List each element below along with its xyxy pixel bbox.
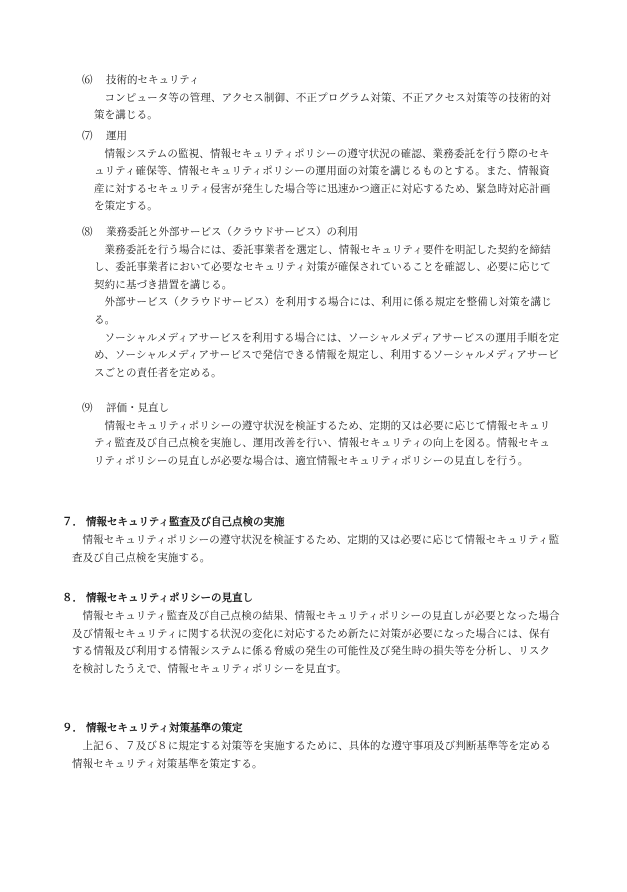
subsection-number: ⑹	[82, 74, 93, 86]
section-number: ７．	[62, 516, 83, 528]
subsection-body	[82, 242, 560, 383]
section-number: ９．	[62, 722, 83, 734]
subsection-heading	[82, 400, 560, 418]
section-title: 情報セキュリティ対策基準の策定	[86, 722, 243, 734]
subsection-number: ⑺	[82, 130, 93, 142]
section-body	[62, 738, 560, 773]
section-heading	[62, 512, 560, 532]
section-heading	[62, 588, 560, 608]
paragraph: 業務委託を行う場合には、委託事業者を選定し、情報セキュリティ要件を明記した契約を締結し、委託事業者において必要なセキュリティ対策が確保されていることを確認し、必要に応じて契約に基づき措置を講じる。	[94, 243, 551, 291]
section-7	[62, 512, 560, 567]
paragraph: 情報セキュリティ監査及び自己点検の結果、情報セキュリティポリシーの見直しが必要となった場合及び情報セキュリティに関する状況の変化に対応するため新たに対策が必要になった場合には、保有する情報及び利用する情報システムに係る脅威の発生の可能性及び発生時の損失等を分析し、リスクを検討したうえで、情報セキュリティポリシーを見直す。	[72, 610, 560, 675]
subsection-body	[82, 418, 560, 471]
paragraph: 情報セキュリティポリシーの遵守状況を検証するため、定期的又は必要に応じて情報セキュリティ監査及び自己点検を実施する。	[72, 534, 560, 564]
paragraph: 情報セキュリティポリシーの遵守状況を検証するため、定期的又は必要に応じて情報セキュリティ監査及び自己点検を実施し、運用改善を行い、情報セキュリティの向上を図る。情報セキュリティポリシーの見直しが必要な場合は、適宜情報セキュリティポリシーの見直しを行う。	[94, 419, 551, 467]
subsection-9	[82, 400, 560, 470]
subsection-number: ⑻	[82, 226, 93, 238]
section-title: 情報セキュリティ監査及び自己点検の実施	[86, 516, 285, 528]
subsection-body	[82, 146, 560, 216]
subsection-title: 評価・見直し	[106, 402, 169, 414]
paragraph: 外部サービス（クラウドサービス）を利用する場合には、利用に係る規定を整備し対策を講じる。	[94, 296, 552, 326]
paragraph: コンピュータ等の管理、アクセス制御、不正プログラム対策、不正アクセス対策等の技術的対策を講じる。	[94, 91, 552, 122]
section-body	[62, 532, 560, 567]
subsection-7	[82, 128, 560, 216]
section-9	[62, 718, 560, 773]
section-title: 情報セキュリティポリシーの見直し	[86, 592, 253, 604]
subsection-body	[82, 90, 560, 125]
subsection-8	[82, 224, 560, 382]
section-number: ８．	[62, 592, 83, 604]
section-heading	[62, 718, 560, 738]
subsection-title: 業務委託と外部サービス（クラウドサービス）の利用	[106, 226, 358, 238]
subsection-heading	[82, 128, 560, 146]
subsection-title: 技術的セキュリティ	[106, 74, 200, 86]
section-8	[62, 588, 560, 678]
subsection-title: 運用	[106, 130, 127, 142]
paragraph: ソーシャルメディアサービスを利用する場合には、ソーシャルメディアサービスの運用手順を定め、ソーシャルメディアサービスで発信できる情報を規定し、利用するソーシャルメディアサービスごとの責任者を定める。	[94, 331, 560, 379]
subsection-6	[82, 72, 560, 125]
paragraph: 上記６、７及び８に規定する対策等を実施するために、具体的な遵守事項及び判断基準等を定める情報セキュリティ対策基準を策定する。	[72, 740, 552, 770]
paragraph: 情報システムの監視、情報セキュリティポリシーの遵守状況の確認、業務委託を行う際のセキュリティ確保等、情報セキュリティポリシーの運用面の対策を講じるものとする。また、情報資産に対するセキュリティ侵害が発生した場合等に迅速かつ適正に対応するため、緊急時対応計画を策定する。	[94, 147, 551, 213]
subsection-heading	[82, 224, 560, 242]
subsection-number: ⑼	[82, 402, 93, 414]
subsection-heading	[82, 72, 560, 90]
section-body	[62, 608, 560, 678]
